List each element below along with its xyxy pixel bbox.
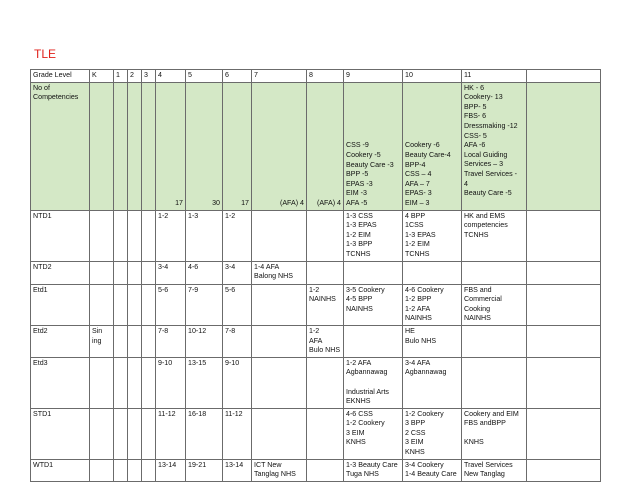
header-cell: 10 xyxy=(403,70,462,83)
tle-competency-table xyxy=(30,69,601,482)
competencies-row xyxy=(31,82,601,210)
header-cell xyxy=(527,70,601,83)
table-cell: 1-4 AFA Balong NHS xyxy=(252,261,307,284)
table-cell: 17 xyxy=(223,82,252,210)
header-cell: 6 xyxy=(223,70,252,83)
row-label: Etd1 xyxy=(31,284,90,325)
table-cell: 1-2 AFA Agbannawag Industrial Arts EKNHS xyxy=(344,357,403,408)
table-cell xyxy=(344,325,403,357)
table-cell: 19-21 xyxy=(186,459,223,481)
table-cell xyxy=(114,357,128,408)
table-cell xyxy=(527,210,601,261)
header-cell: 7 xyxy=(252,70,307,83)
table-cell xyxy=(252,357,307,408)
table-cell xyxy=(462,261,527,284)
table-cell: 4 BPP 1CSS 1-3 EPAS 1-2 EIM TCNHS xyxy=(403,210,462,261)
row-label: STD1 xyxy=(31,408,90,459)
table-cell xyxy=(252,408,307,459)
table-cell xyxy=(142,357,156,408)
table-cell: FBS and Commercial Cooking NAINHS xyxy=(462,284,527,325)
table-cell: Travel Services New Tanglag xyxy=(462,459,527,481)
table-cell: 7-8 xyxy=(156,325,186,357)
table-cell: (AFA) 4 xyxy=(307,82,344,210)
table-cell xyxy=(90,459,114,481)
table-cell xyxy=(527,408,601,459)
table-cell xyxy=(90,408,114,459)
table-cell xyxy=(90,284,114,325)
header-cell: 5 xyxy=(186,70,223,83)
table-cell xyxy=(114,325,128,357)
table-cell: (AFA) 4 xyxy=(252,82,307,210)
header-cell: 8 xyxy=(307,70,344,83)
table-cell: 4-6 xyxy=(186,261,223,284)
table-cell xyxy=(114,82,128,210)
table-cell xyxy=(462,325,527,357)
table-cell xyxy=(527,284,601,325)
table-cell xyxy=(90,82,114,210)
table-cell: 3-5 Cookery 4-5 BPP NAINHS xyxy=(344,284,403,325)
table-cell: HK - 6 Cookery- 13 BPP- 5 FBS- 6 Dressmaking -12 CSS- 5 AFA -6 Local Guiding Services – 3 Travel Services - 4 Beauty Care -5 xyxy=(462,82,527,210)
table-cell xyxy=(527,459,601,481)
table-cell: 11-12 xyxy=(156,408,186,459)
table-cell xyxy=(307,210,344,261)
table-cell: 3-4 Cookery 1-4 Beauty Care xyxy=(403,459,462,481)
table-cell xyxy=(128,408,142,459)
table-cell xyxy=(114,210,128,261)
row-label: Etd3 xyxy=(31,357,90,408)
table-cell xyxy=(252,325,307,357)
table-row xyxy=(31,459,601,481)
header-cell: K xyxy=(90,70,114,83)
table-cell: 17 xyxy=(156,82,186,210)
table-cell xyxy=(307,408,344,459)
table-cell: 7-9 xyxy=(186,284,223,325)
table-cell xyxy=(128,210,142,261)
table-row xyxy=(31,408,601,459)
table-cell xyxy=(90,210,114,261)
table-cell xyxy=(90,357,114,408)
table-cell: 10-12 xyxy=(186,325,223,357)
table-cell: 5-6 xyxy=(156,284,186,325)
table-row xyxy=(31,210,601,261)
table-cell xyxy=(128,459,142,481)
table-cell: 1-2 AFA Bulo NHS xyxy=(307,325,344,357)
table-cell: ICT New Tanglag NHS xyxy=(252,459,307,481)
header-cell: 4 xyxy=(156,70,186,83)
table-cell xyxy=(527,325,601,357)
table-cell xyxy=(114,261,128,284)
table-cell: Cookery -6 Beauty Care-4 BPP-4 CSS – 4 AFA – 7 EPAS- 3 EIM – 3 xyxy=(403,82,462,210)
table-cell: 5-6 xyxy=(223,284,252,325)
table-cell: 1-3 xyxy=(186,210,223,261)
header-cell: Grade Level xyxy=(31,70,90,83)
header-row xyxy=(31,70,601,83)
header-cell: 11 xyxy=(462,70,527,83)
table-cell: 13-14 xyxy=(223,459,252,481)
table-cell: 4-6 CSS 1-2 Cookery 3 EIM KNHS xyxy=(344,408,403,459)
table-cell xyxy=(142,408,156,459)
table-cell xyxy=(142,325,156,357)
table-cell: Sin ing xyxy=(90,325,114,357)
header-cell: 9 xyxy=(344,70,403,83)
header-cell: 1 xyxy=(114,70,128,83)
table-cell xyxy=(128,284,142,325)
table-cell: 1-2 xyxy=(156,210,186,261)
row-label: NTD1 xyxy=(31,210,90,261)
table-cell: 16-18 xyxy=(186,408,223,459)
row-label: NTD2 xyxy=(31,261,90,284)
table-cell xyxy=(114,459,128,481)
table-cell xyxy=(252,284,307,325)
table-cell: 11-12 xyxy=(223,408,252,459)
table-cell xyxy=(527,261,601,284)
page-title: TLE xyxy=(34,47,57,61)
table-cell: 13-15 xyxy=(186,357,223,408)
row-label: Etd2 xyxy=(31,325,90,357)
row-label: WTD1 xyxy=(31,459,90,481)
table-cell: 3-4 xyxy=(223,261,252,284)
table-cell: 9-10 xyxy=(223,357,252,408)
table-cell xyxy=(142,82,156,210)
table-row xyxy=(31,284,601,325)
table-row xyxy=(31,325,601,357)
table-cell xyxy=(252,210,307,261)
header-cell: 3 xyxy=(142,70,156,83)
table-cell xyxy=(128,357,142,408)
table-cell: 1-2 Cookery 3 BPP 2 CSS 3 EIM KNHS xyxy=(403,408,462,459)
table-cell xyxy=(142,261,156,284)
table-cell: 3-4 AFA Agbannawag xyxy=(403,357,462,408)
table-cell xyxy=(128,261,142,284)
table-row xyxy=(31,261,601,284)
table-cell: CSS -9 Cookery -5 Beauty Care -3 BPP -5 EPAS -3 EIM -3 AFA -5 xyxy=(344,82,403,210)
table-cell: 1-3 Beauty Care Tuga NHS xyxy=(344,459,403,481)
table-cell xyxy=(462,357,527,408)
table-cell xyxy=(90,261,114,284)
table-cell: 30 xyxy=(186,82,223,210)
table-cell: 13-14 xyxy=(156,459,186,481)
header-cell: 2 xyxy=(128,70,142,83)
table-cell: 1-3 CSS 1-3 EPAS 1-2 EIM 1-3 BPP TCNHS xyxy=(344,210,403,261)
table-cell xyxy=(527,82,601,210)
table-cell: 4-6 Cookery 1-2 BPP 1-2 AFA NAINHS xyxy=(403,284,462,325)
table-cell xyxy=(142,210,156,261)
table-cell xyxy=(307,459,344,481)
table-cell xyxy=(527,357,601,408)
row-label: No of Competencies xyxy=(31,82,90,210)
table-cell: Cookery and EIM FBS andBPP KNHS xyxy=(462,408,527,459)
table-cell: 7-8 xyxy=(223,325,252,357)
table-cell: 1-2 xyxy=(223,210,252,261)
table-cell xyxy=(114,408,128,459)
table-cell xyxy=(403,261,462,284)
table-cell: 9-10 xyxy=(156,357,186,408)
table-cell xyxy=(344,261,403,284)
table-cell: 3-4 xyxy=(156,261,186,284)
table-cell xyxy=(307,357,344,408)
table-cell: HE Bulo NHS xyxy=(403,325,462,357)
table-row xyxy=(31,357,601,408)
table-cell: 1-2 NAINHS xyxy=(307,284,344,325)
table-cell xyxy=(128,325,142,357)
table-cell: HK and EMS competencies TCNHS xyxy=(462,210,527,261)
table-cell xyxy=(142,284,156,325)
table-cell xyxy=(142,459,156,481)
table-cell xyxy=(128,82,142,210)
table-cell xyxy=(307,261,344,284)
table-cell xyxy=(114,284,128,325)
